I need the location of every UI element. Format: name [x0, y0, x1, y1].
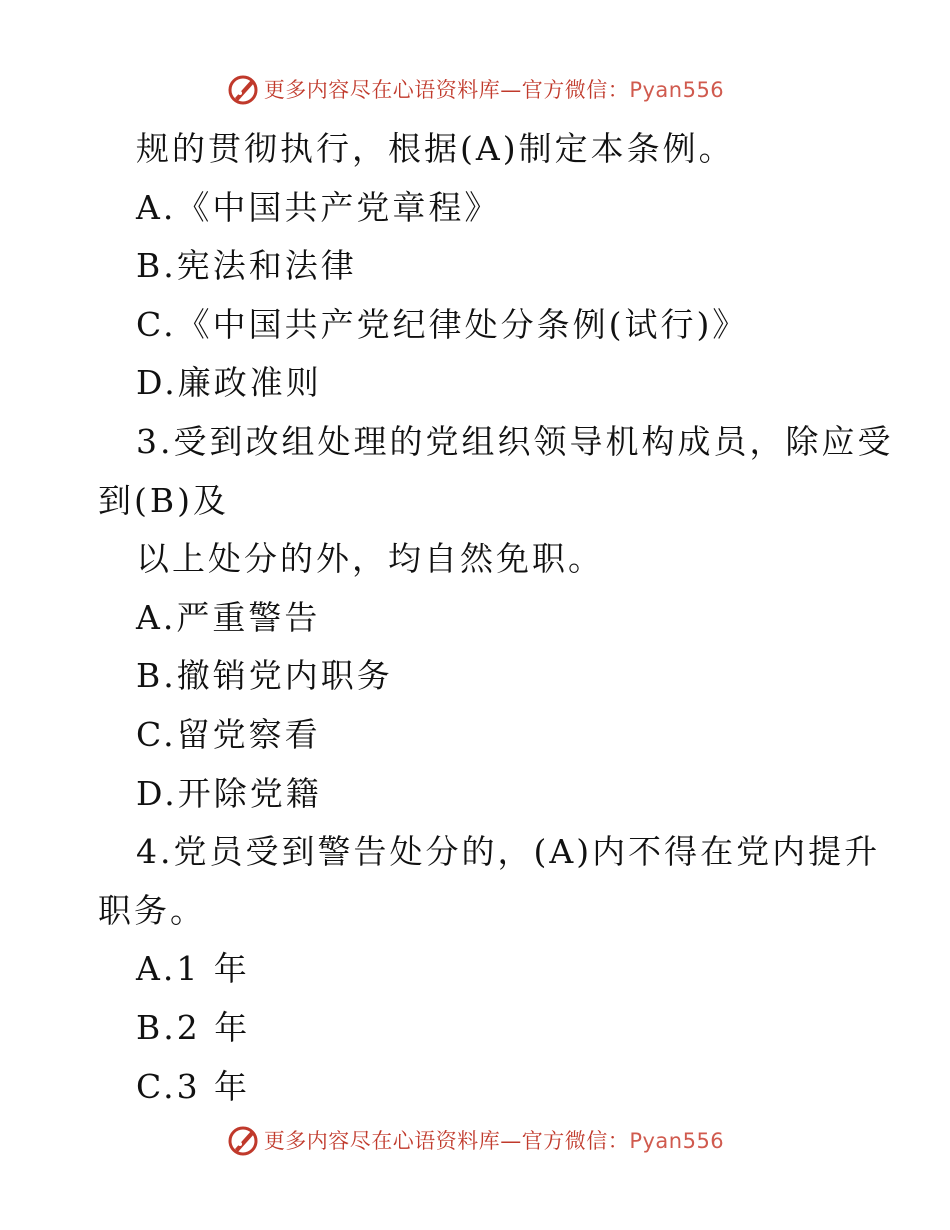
text-line: A.1 年	[136, 949, 250, 989]
text-line: 规的贯彻执行，根据(A)制定本条例。	[136, 129, 735, 168]
text-line: 以上处分的外，均自然免职。	[136, 539, 604, 579]
watermark-handle: Pyan556	[629, 78, 725, 102]
text-line: C.《中国共产党纪律处分条例(试行)》	[136, 304, 749, 344]
text-line: C.3 年	[136, 1066, 251, 1106]
text-line: 3.受到改组处理的党组织领导机构成员，除应受	[136, 421, 894, 461]
text-line: B.宪法和法律	[136, 246, 357, 286]
watermark-text: 更多内容尽在心语资料库—官方微信：	[263, 78, 630, 102]
text-line: 到(B)及	[98, 480, 229, 520]
text-line: A.严重警告	[136, 597, 321, 637]
header-watermark	[0, 72, 950, 106]
text-line: D.开除党籍	[136, 773, 322, 813]
text-line: B.2 年	[136, 1007, 251, 1047]
text-line: 4.党员受到警告处分的，(A)内不得在党内提升	[136, 832, 881, 872]
watermark-text: 更多内容尽在心语资料库—官方微信：	[263, 1129, 630, 1153]
text-line: D.廉政准则	[136, 363, 322, 403]
document-body	[98, 120, 894, 1116]
text-line: 职务。	[98, 890, 206, 930]
text-line: A.《中国共产党章程》	[136, 187, 501, 227]
pen-logo-icon	[226, 1123, 260, 1157]
footer-watermark	[0, 1123, 950, 1157]
watermark-handle: Pyan556	[629, 1129, 725, 1153]
text-line: C.留党察看	[136, 714, 321, 754]
text-line: B.撤销党内职务	[136, 656, 393, 696]
pen-logo-icon	[226, 72, 260, 106]
